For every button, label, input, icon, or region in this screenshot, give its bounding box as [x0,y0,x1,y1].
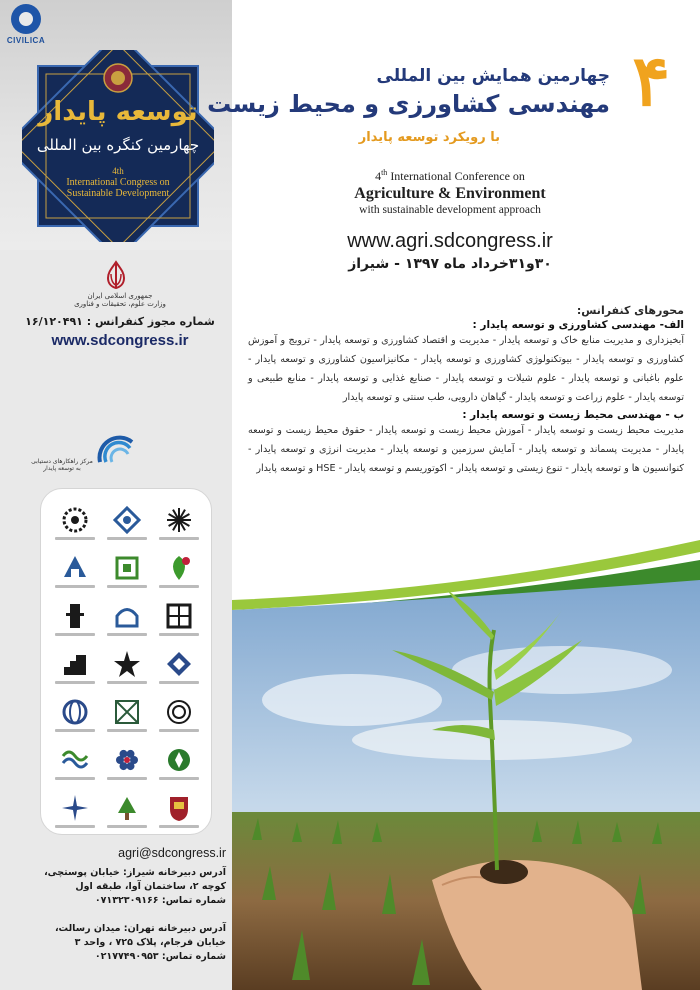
logo-caption [107,777,147,780]
stepped-logo-icon [60,649,90,679]
green-leaf-logo [153,549,205,591]
logo-caption [55,537,95,540]
tehran-phone: شماره تماس: ۰۲۱۷۷۴۹۰۹۵۳ [94,950,226,962]
conference-title-block [207,44,670,158]
civilica-logo[interactable] [4,4,48,45]
logo-caption [55,825,95,828]
logo-caption [159,777,199,780]
logo-caption [107,825,147,828]
conference-topics [248,304,684,478]
english-title-line1 [300,168,600,184]
green-leaf-logo-icon [164,553,194,583]
round-seal-logo-icon [164,697,194,727]
academic-logo-blue [49,549,101,591]
english-title-line1-rest: International Conference on [387,169,525,183]
logo-caption [55,585,95,588]
pattern-logo [101,693,153,735]
wave-logo-icon [60,745,90,775]
sustainable-center-logo [92,432,142,478]
contact-email[interactable]: agri@sdcongress.ir [118,846,226,860]
logo-caption [107,537,147,540]
center-logo-caption: مرکز راهکارهای دستیابی به توسعه پایدار [31,458,93,473]
shiraz-address-line2: کوچه ۲، ساختمان آوا، طبقه اول [75,880,226,892]
logo-caption [55,681,95,684]
shiraz-phone: شماره تماس: ۰۷۱۳۲۳۰۹۱۶۶ [94,894,226,906]
shiraz-address-line1: آدرس دبیرخانه شیراز: خیابان پوستچی، [44,867,226,878]
diamond-logo [153,645,205,687]
stepped-logo [49,645,101,687]
section-a-heading: الف- مهندسی کشاورزی و توسعه پایدار : [472,319,684,331]
gear-university-logo [49,501,101,543]
logo-caption [55,633,95,636]
sdcongress-link[interactable]: www.sdcongress.ir [51,332,189,349]
mosque-dome-logo-icon [112,601,142,631]
sponsor-logos-panel [40,488,212,835]
logo-caption [159,681,199,684]
title-line1: چهارمین همایش بین المللی [376,66,610,86]
badge-en-line2: International Congress on [66,177,170,188]
ornament-logo-blue [101,501,153,543]
bright-star-logo-icon [60,793,90,823]
tower-logo [49,597,101,639]
congress-star-badge [22,50,214,242]
tehran-address-line1: آدرس دبیرخانه تهران: میدان رسالت، [54,923,226,934]
diamond-logo-icon [164,649,194,679]
logo-caption [159,825,199,828]
pattern-logo-icon [112,697,142,727]
seedling-field-photo [232,580,700,990]
crest-logo-icon [164,793,194,823]
english-title [300,168,600,216]
tehran-address-line2: خیابان فرجام، پلاک ۷۲۵ ، واحد ۳ [74,936,226,948]
badge-en-line1: 4th [112,166,124,176]
flower-logo-icon [112,745,142,775]
title-subtitle: با رویکرد توسعه پایدار [358,130,500,145]
mosque-dome-logo [101,597,153,639]
tower-logo-icon [60,601,90,631]
building-logo-green-icon [112,553,142,583]
section-b-body: مدیریت محیط زیست و توسعه پایدار - آموزش محیط زیست و توسعه پایدار - حقوق محیط زیست و توسعه پایدار - مدیریت پسماند و توسعه پایدار - آمایش سرزمین و توسعه پایدار - مدیریت انرژی و توسعه پایدار - کنوانسیون ها و توسعه پایدار - تنوع زیستی و توسعه پایدار - اکوتوریسم و توسعه پایدار - HSE و توسعه پایدار [248,425,684,474]
green-seal-logo [153,741,205,783]
title-line2: مهندسی کشاورزی و محیط زیست [207,90,610,118]
sunburst-logo-icon [164,505,194,535]
tree-logo [101,789,153,831]
square-emblem-logo [153,597,205,639]
conference-date: ۳۰و۳۱خرداد ماه ۱۳۹۷ - شیراز [348,256,552,272]
logo-caption [107,585,147,588]
topics-title: محورهای کنفرانس: [576,304,684,317]
iran-emblem-icon [102,260,130,290]
building-logo-green [101,549,153,591]
wave-logo [49,741,101,783]
logo-caption [107,633,147,636]
star-logo [101,645,153,687]
sponsor-logo-grid [49,501,205,831]
badge-en-line3: Sustainable Development [66,188,170,199]
sunburst-logo [153,501,205,543]
flower-logo [101,741,153,783]
logo-caption [55,729,95,732]
edition-number: ۴ [632,44,670,121]
conference-permit: شماره مجوز کنفرانس : ۱۶/۱۲۰۴۹۱ [25,315,215,328]
english-title-line3: with sustainable development approach [359,204,541,216]
civilica-label: CIVILICA [6,36,46,45]
round-seal-logo [153,693,205,735]
crest-logo [153,789,205,831]
star-logo-icon [112,649,142,679]
section-a-body: آبخیزداری و مدیریت منابع خاک و توسعه پایدار - مدیریت و اقتصاد کشاورزی و توسعه پایدار - ترویج و آموزش کشاورزی و توسعه پایدار - بیوتکنولوژی کشاورزی و توسعه پایدار - مکانیزاسیون کشاورزی و توسعه پایدار - علوم باغبانی و توسعه پایدار - علوم شیلات و توسعه پایدار - صنایع غذایی و توسعه پایدار - منابع طبیعی و توسعه پایدار - علوم زراعت و توسعه پایدار - گیاهان دارویی، طب سنتی و توسعه پایدار [248,335,684,403]
academic-logo-blue-icon [60,553,90,583]
gear-university-logo-icon [60,505,90,535]
logo-caption [159,537,199,540]
tree-logo-icon [112,793,142,823]
ministry-caption: جمهوری اسلامی ایران وزارت علوم، تحقیقات و فناوری [74,292,166,309]
square-emblem-logo-icon [164,601,194,631]
badge-subtitle: چهارمین کنگره بین المللی [36,136,200,154]
logo-caption [159,585,199,588]
bright-star-logo [49,789,101,831]
badge-title: توسعه پایدار [38,97,198,127]
agri-website-link[interactable]: www.agri.sdcongress.ir [347,230,553,252]
logo-caption [55,777,95,780]
logo-caption [107,681,147,684]
globe-logo [49,693,101,735]
globe-logo-icon [60,697,90,727]
logo-caption [107,729,147,732]
ornament-logo-blue-icon [112,505,142,535]
english-ordinal-suffix: th [381,168,388,177]
logo-caption [159,633,199,636]
english-ordinal: 4 [375,169,382,183]
tehran-address [8,922,226,963]
shiraz-address [8,866,226,907]
green-seal-logo-icon [164,745,194,775]
english-title-line2: Agriculture & Environment [354,185,546,202]
section-b-heading: ب - مهندسی محیط زیست و توسعه پایدار : [462,409,684,421]
civilica-c-icon [11,4,41,34]
left-sidebar [0,0,232,990]
logo-caption [159,729,199,732]
